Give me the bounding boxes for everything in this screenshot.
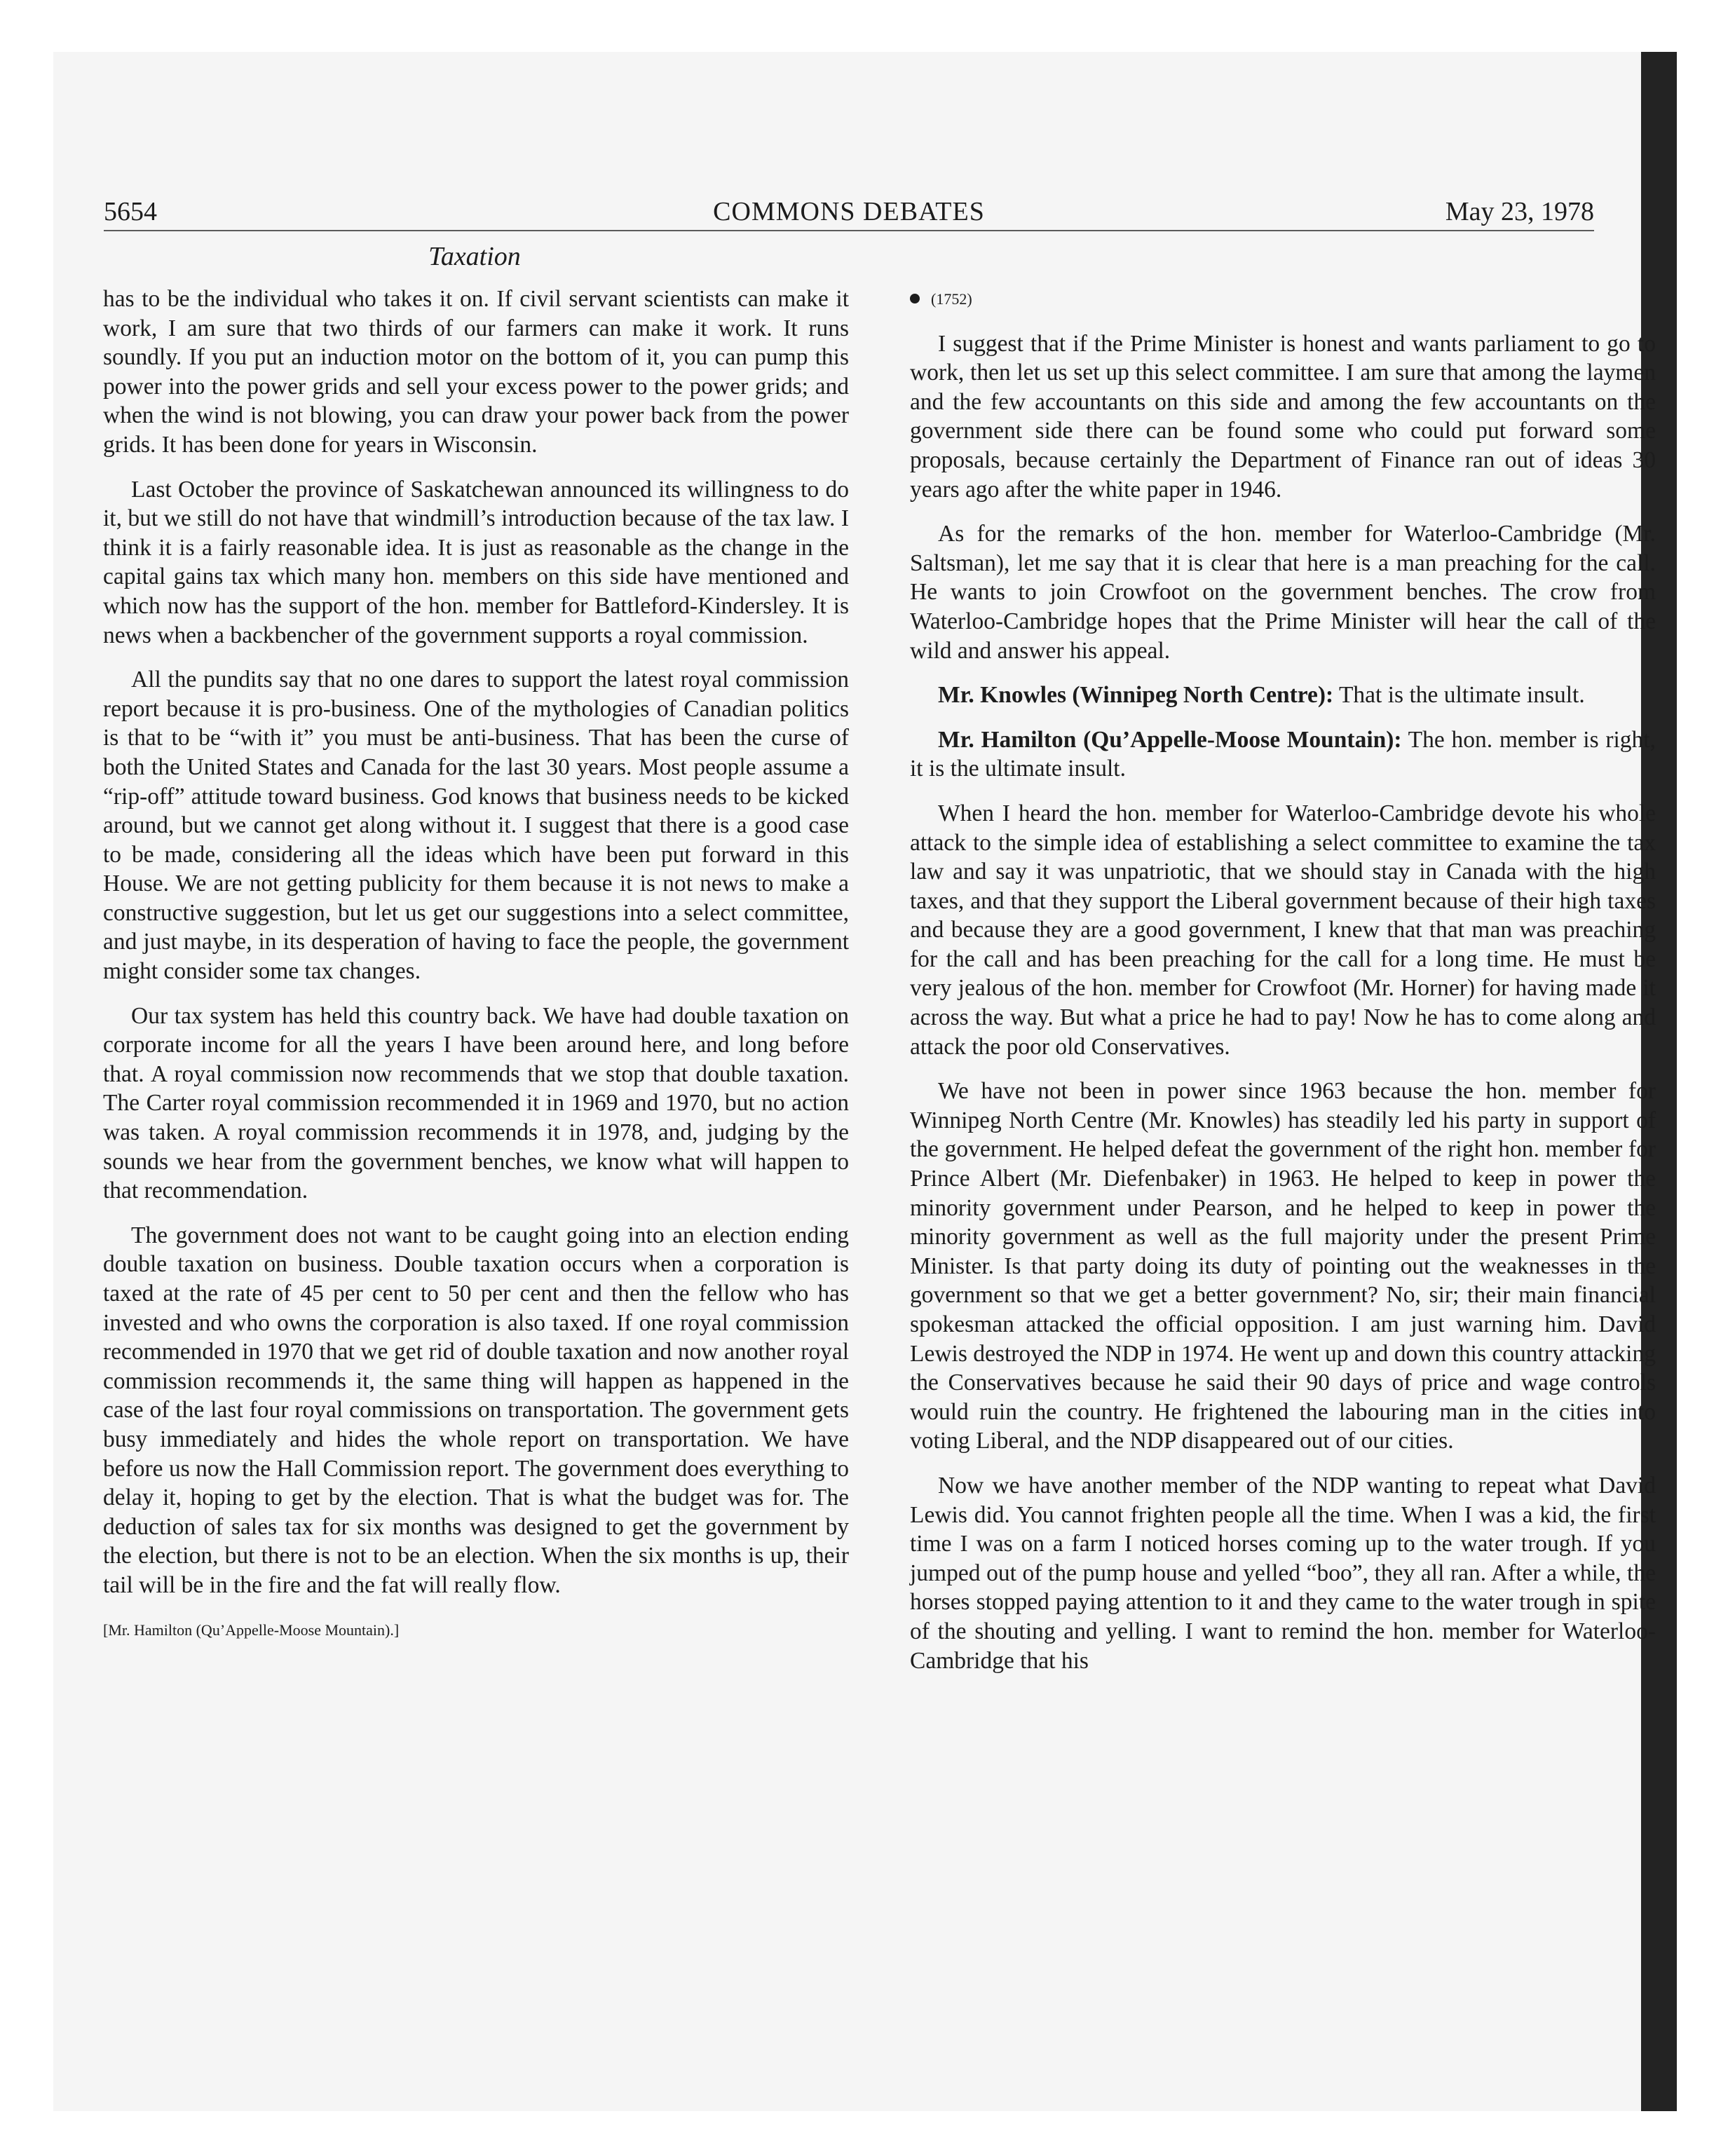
page-number: 5654: [104, 197, 157, 226]
speech-paragraph: [910, 725, 1656, 784]
bullet-dot-icon: [910, 294, 920, 303]
speech-text: The hon. member is right, it is the ultimate insult.: [910, 726, 1656, 782]
speaker-signoff: [Mr. Hamilton (Qu’Appelle-Moose Mountain).]: [103, 1621, 400, 1639]
running-title: COMMONS DEBATES: [713, 197, 985, 226]
paragraph: I suggest that if the Prime Minister is honest and wants parliament to go to work, then let us set up this select committee. I am sure that among the laymen and the few accountants on this side and among the few accountants on the government side there can be found some who could put forward some proposals, because certainly the Department of Finance ran out of ideas 30 years ago after the white paper in 1946.: [910, 330, 1656, 503]
page-date: May 23, 1978: [1445, 197, 1594, 226]
section-title: Taxation: [428, 242, 521, 271]
paragraph: Last October the province of Saskatchewan announced its willingness to do it, but we still do not have that windmill’s introduction because of the tax law. I think it is a fairly reasonable idea. It is just as reasonable as the change in the capital gains tax which many hon. members on this side have mentioned and which now has the support of the hon. member for Battleford-Kindersley. It is news when a backbencher of the government supports a royal commission.: [103, 476, 849, 648]
paragraph: The government does not want to be caught going into an election ending double taxation on business. Double taxation occurs when a corporation is taxed at the rate of 45 per cent to 50 per cent and then the fellow who has invested and who owns the corporation is also taxed. If one royal commission recommended in 1970 that we get rid of double taxation and now another royal commission recommends it, the same thing will happen as happened in the case of the last four royal commissions on transportation. The government gets busy immediately and hides the whole report on transportation. We have before us now the Hall Commission report. The government does everything to delay it, hoping to get by the election. That is what the budget was for. The deduction of sales tax for six months was designed to get the government by the election, but there is not to be an election. When the six months is up, their tail will be in the fire and the fat will really flow.: [103, 1222, 849, 1598]
speaker-name: Mr. Knowles (Winnipeg North Centre):: [938, 682, 1334, 709]
paragraph: When I heard the hon. member for Waterloo-Cambridge devote his whole attack to the simple idea of establishing a select committee to examine the tax law and say it was unpatriotic, that we should stay in Canada with the high taxes, and that they support the Liberal government because of their high taxes and because they are a good government, I knew that that man was preaching for the call and has been preaching for the call for a long time. He must be very jealous of the hon. member for Crowfoot (Mr. Horner) for having made it across the way. But what a price he had to pay! Now he has to come along and attack the poor old Conservatives.: [910, 800, 1656, 1060]
paragraph: Our tax system has held this country back. We have had double taxation on corporate income for all the years I have been around here, and long before that. A royal commission now recommends that we stop that double taxation. The Carter royal commission recommended it in 1969 and 1970, but no action was taken. A royal commission recommends it in 1978, and, judging by the sounds we hear from the government benches, we know what will happen to that recommendation.: [103, 1002, 849, 1204]
time-marker-text: (1752): [931, 290, 972, 308]
speaker-name: Mr. Hamilton (Qu’Appelle-Moose Mountain):: [938, 726, 1402, 753]
paragraph: All the pundits say that no one dares to support the latest royal commission report because it is pro-business. One of the mythologies of Canadian politics is that to be “with it” you must be anti-business. That has been the curse of both the United States and Canada for the last 30 years. Most people assume a “rip-off” attitude toward business. God knows that business needs to be kicked around, but we cannot get along without it. I suggest that there is a good case to be made, considering all the ideas which have been put forward in this House. We are not getting publicity for them because it is not news to make a constructive suggestion, but let us get our suggestions into a select committee, and just maybe, in its desperation of having to face the people, the government might consider some tax changes.: [103, 667, 849, 985]
page-header: [104, 193, 1594, 231]
left-column: [103, 285, 849, 1660]
paragraph: Now we have another member of the NDP wanting to repeat what David Lewis did. You cannot frighten people all the time. When I was a kid, the first time I was on a farm I noticed horses coming up to the water trough. If you jumped out of the pump house and yelled “boo”, they all ran. After a while, the horses stopped paying attention to it and they came to the water trough in spite of the shouting and yelling. I want to remind the hon. member for Waterloo-Cambridge that his: [910, 1472, 1656, 1674]
speech-text: That is the ultimate insult.: [1333, 682, 1585, 709]
paragraph: We have not been in power since 1963 because the hon. member for Winnipeg North Centre (Mr. Knowles) has steadily led his party in support of the government. He helped defeat the government of the right hon. member for Prince Albert (Mr. Diefenbaker) in 1963. He helped to keep in power the minority government under Pearson, and he helped to keep in power the minority government as well as the full majority under the present Prime Minister. Is that party doing its duty of pointing out the weaknesses in the government so that we get a better government? No, sir; their main financial spokesman attacked the official opposition. I am just warning him. David Lewis destroyed the NDP in 1974. He went up and down this country attacking the Conservatives because he said their 90 days of price and wage controls would ruin the country. He frightened the labouring man in the cities into voting Liberal, and the NDP disappeared out of our cities.: [910, 1078, 1656, 1454]
speech-paragraph: [910, 681, 1656, 710]
time-marker: [910, 285, 1656, 314]
paragraph: has to be the individual who takes it on. If civil servant scientists can make it work, I am sure that two thirds of our farmers can make it work. It runs soundly. If you put an induction motor on the bottom of it, you can pump this power into the power grids and sell your excess power to the power grids; and when the wind is not blowing, you can draw your power back from the power grids. It has been done for years in Wisconsin.: [103, 286, 849, 458]
right-column: [910, 285, 1656, 1691]
paragraph: As for the remarks of the hon. member for Waterloo-Cambridge (Mr. Saltsman), let me say that it is clear that here is a man preaching for the call. He wants to join Crowfoot on the government benches. The crow from Waterloo-Cambridge hopes that the Prime Minister will hear the call of the wild and answer his appeal.: [910, 521, 1656, 664]
